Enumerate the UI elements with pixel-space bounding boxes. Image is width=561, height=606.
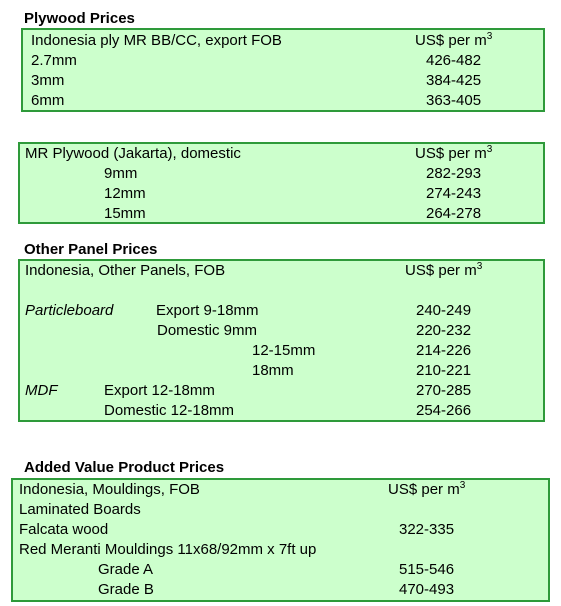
row-price: 210-221 — [416, 362, 472, 379]
row-label: 3mm — [31, 72, 65, 89]
table-title: Indonesia, Mouldings, FOB — [19, 481, 200, 498]
added-value-table — [11, 478, 550, 602]
row-label: 12-15mm — [252, 342, 316, 359]
unit-label: US$ per $m^3$ — [415, 31, 493, 49]
row-label: Domestic 12-18mm — [104, 402, 235, 419]
row-label: Grade B — [98, 581, 154, 598]
table-title: MR Plywood (Jakarta), domestic — [25, 145, 241, 162]
row-label: 12mm — [104, 185, 146, 202]
row-price: 274-243 — [426, 185, 482, 202]
row-label: Grade A — [98, 561, 154, 578]
row-price: 384-425 — [426, 72, 482, 89]
row-price: 270-285 — [416, 382, 472, 399]
section-heading-added-value: Added Value Product Prices — [24, 459, 225, 476]
row-price: 254-266 — [416, 402, 472, 419]
row-label: 2.7mm — [31, 52, 77, 69]
row-price: 363-405 — [426, 92, 482, 109]
plywood-domestic-table — [18, 142, 545, 224]
table-title: Indonesia, Other Panels, FOB — [25, 262, 226, 279]
row-price: 220-232 — [416, 322, 472, 339]
row-label: 15mm — [104, 205, 146, 222]
row-price: 264-278 — [426, 205, 482, 222]
row-price: 470-493 — [399, 581, 455, 598]
row-label: 6mm — [31, 92, 65, 109]
unit-label: US$ per $m^3$ — [405, 261, 483, 279]
row-label: 9mm — [104, 165, 138, 182]
other-panels-table — [18, 259, 545, 422]
category-mdf: MDF — [25, 382, 58, 399]
row-price: 426-482 — [426, 52, 482, 69]
row-label: Laminated Boards — [19, 501, 141, 518]
plywood-export-table — [21, 28, 545, 112]
row-label: Export 9-18mm — [156, 302, 259, 319]
row-price: 214-226 — [416, 342, 472, 359]
unit-label: US$ per $m^3$ — [388, 480, 466, 498]
section-heading-plywood: Plywood Prices — [24, 10, 135, 27]
row-price: 322-335 — [399, 521, 455, 538]
row-label: Falcata wood — [19, 521, 109, 538]
row-price: 282-293 — [426, 165, 482, 182]
unit-label: US$ per $m^3$ — [415, 144, 493, 162]
row-price: 515-546 — [399, 561, 455, 578]
row-label: 18mm — [252, 362, 294, 379]
row-label: Red Meranti Mouldings 11x68/92mm x 7ft up — [19, 541, 317, 558]
row-label: Domestic 9mm — [157, 322, 258, 339]
table-title: Indonesia ply MR BB/CC, export FOB — [31, 32, 282, 49]
row-label: Export 12-18mm — [104, 382, 215, 399]
category-particleboard: Particleboard — [25, 302, 114, 319]
row-price: 240-249 — [416, 302, 472, 319]
section-heading-other-panels: Other Panel Prices — [24, 241, 158, 258]
